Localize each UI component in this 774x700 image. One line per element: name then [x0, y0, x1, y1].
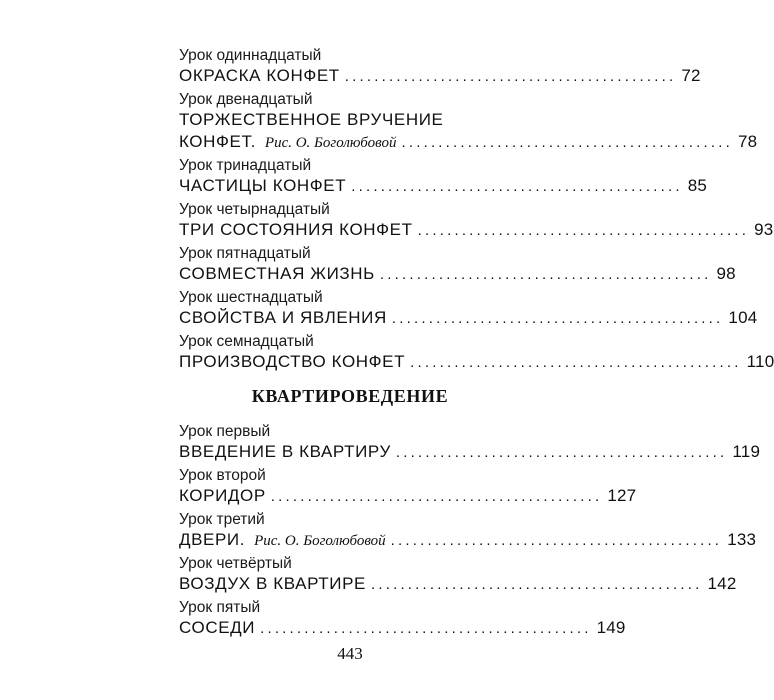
- lesson-title: ПРОИЗВОДСТВО КОНФЕТ: [179, 352, 406, 371]
- page-ref: 104: [728, 308, 758, 327]
- lesson-label: Урок четырнадцатый: [179, 201, 330, 218]
- lesson-label: Урок пятый: [179, 599, 261, 616]
- toc-entry: [179, 156, 708, 200]
- toc-row: [179, 441, 761, 463]
- illustration-credit: Рис. О. Боголюбовой: [264, 135, 397, 151]
- toc-row: [179, 65, 701, 87]
- toc-entry: [179, 422, 761, 466]
- dot-leader: .............................................: [401, 134, 734, 151]
- toc-row: [179, 219, 774, 241]
- dot-leader: .............................................: [391, 310, 724, 327]
- toc-entry: [179, 244, 736, 288]
- toc-entry: [179, 554, 737, 598]
- dot-leader: .............................................: [344, 68, 677, 85]
- toc-entry: [179, 288, 758, 332]
- lesson-label: Урок одиннадцатый: [179, 47, 322, 64]
- lesson-title: ВВЕДЕНИЕ В КВАРТИРУ: [179, 442, 391, 461]
- page-ref: 149: [596, 618, 626, 637]
- lesson-title: СОСЕДИ: [179, 618, 256, 637]
- toc-part-1: [179, 46, 774, 376]
- toc-entry: [179, 90, 758, 156]
- lesson-title-line: ТОРЖЕСТВЕННОЕ ВРУЧЕНИЕ: [179, 110, 444, 129]
- lesson-label: Урок третий: [179, 511, 265, 528]
- toc-row: [179, 529, 757, 551]
- dot-leader: .............................................: [390, 532, 723, 549]
- toc-entry: [179, 332, 774, 376]
- lesson-title: КОРИДОР: [179, 486, 266, 505]
- lesson-label: Урок второй: [179, 467, 266, 484]
- dot-leader: .............................................: [379, 266, 712, 283]
- page-ref: 110: [746, 352, 774, 371]
- page-ref: 72: [681, 66, 701, 85]
- toc-row: [179, 109, 516, 131]
- page-ref: 93: [754, 220, 774, 239]
- lesson-label: Урок четвёртый: [179, 555, 292, 572]
- dot-leader: .............................................: [260, 620, 592, 637]
- toc-entry: [179, 466, 637, 510]
- toc-entry: [179, 200, 774, 244]
- dot-leader: .............................................: [270, 488, 603, 505]
- toc-row: [179, 485, 637, 507]
- lesson-title: ДВЕРИ.: [179, 530, 246, 549]
- lesson-label: Урок пятнадцатый: [179, 245, 311, 262]
- page-ref: 119: [732, 442, 761, 461]
- page-number: 443: [337, 644, 363, 663]
- toc-row: [179, 617, 626, 639]
- toc-row: [179, 351, 774, 373]
- page-ref: 98: [716, 264, 736, 283]
- lesson-label: Урок двенадцатый: [179, 91, 313, 108]
- dot-leader: .............................................: [351, 178, 683, 195]
- dot-leader: .............................................: [370, 576, 703, 593]
- lesson-title: СВОЙСТВА И ЯВЛЕНИЯ: [179, 308, 387, 327]
- page-ref: 133: [727, 530, 757, 549]
- page-ref: 127: [607, 486, 637, 505]
- dot-leader: .............................................: [410, 354, 742, 371]
- toc-entry: [179, 46, 701, 90]
- toc-row: [179, 175, 708, 197]
- toc-row: [179, 573, 737, 595]
- toc-entry: [179, 598, 626, 642]
- toc-part-2: [179, 422, 761, 642]
- toc-entry: [179, 510, 757, 554]
- page-ref: 85: [687, 176, 708, 195]
- section-title: КВАРТИРОВЕДЕНИЕ: [251, 386, 449, 406]
- toc-row: [179, 131, 758, 153]
- lesson-label: Урок шестнадцатый: [179, 289, 323, 306]
- lesson-title: ТРИ СОСТОЯНИЯ КОНФЕТ: [179, 220, 413, 239]
- lesson-title: КОНФЕТ.: [179, 132, 256, 151]
- page-ref: 78: [738, 132, 758, 151]
- dot-leader: .............................................: [417, 222, 750, 239]
- toc-row: [179, 307, 758, 329]
- lesson-title: ОКРАСКА КОНФЕТ: [179, 66, 340, 85]
- lesson-title: ЧАСТИЦЫ КОНФЕТ: [179, 176, 347, 195]
- lesson-label: Урок первый: [179, 423, 271, 440]
- dot-leader: .............................................: [395, 444, 728, 461]
- lesson-title: СОВМЕСТНАЯ ЖИЗНЬ: [179, 264, 375, 283]
- lesson-label: Урок тринадцатый: [179, 157, 312, 174]
- illustration-credit: Рис. О. Боголюбовой: [254, 533, 386, 549]
- toc-row: [179, 263, 736, 285]
- lesson-label: Урок семнадцатый: [179, 333, 314, 350]
- page-ref: 142: [707, 574, 737, 593]
- lesson-title: ВОЗДУХ В КВАРТИРЕ: [179, 574, 366, 593]
